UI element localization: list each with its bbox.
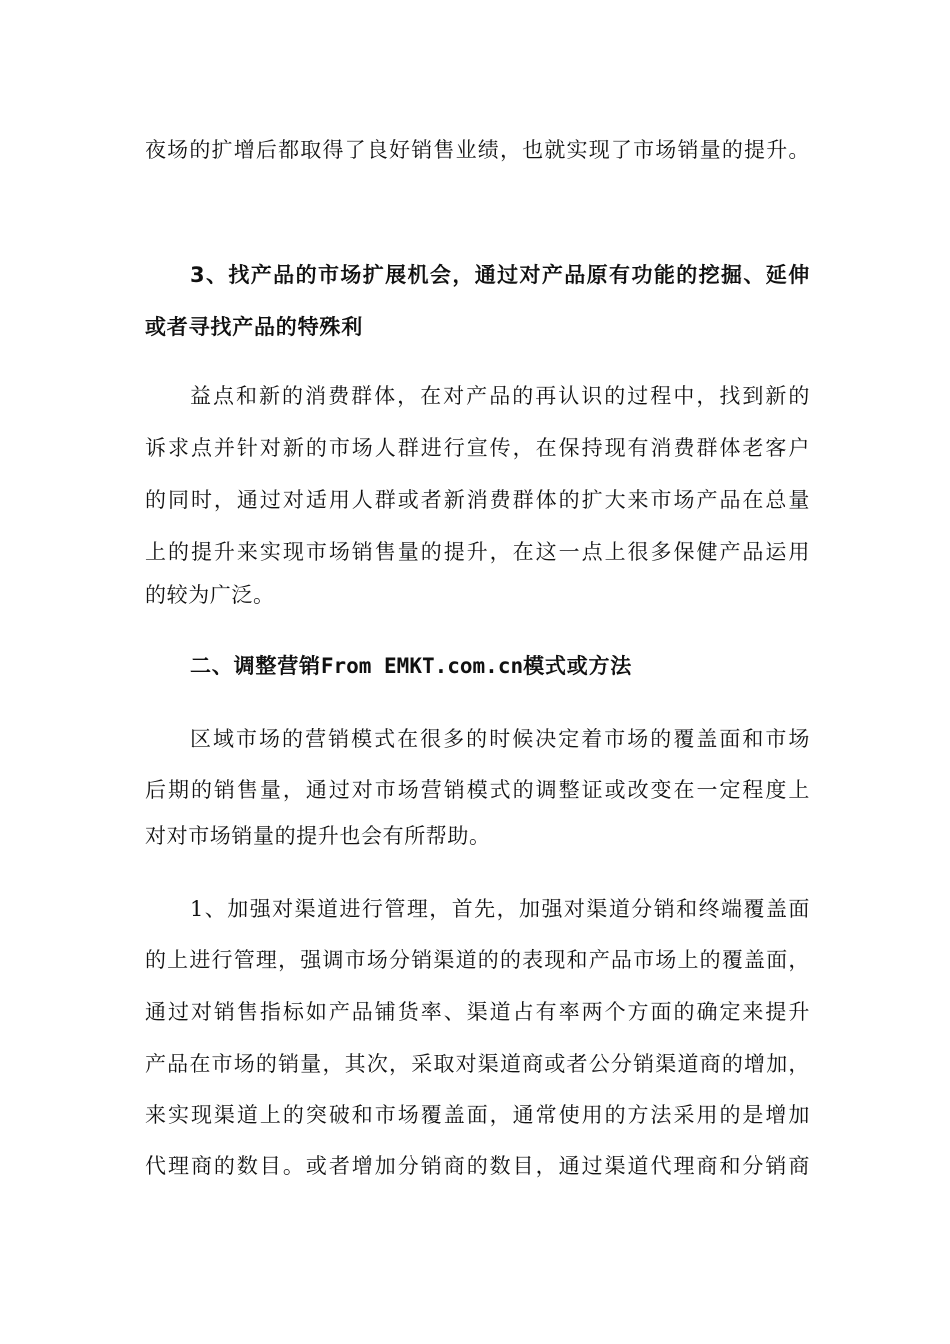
paragraph-line: 通过对销售指标如产品铺货率、渠道占有率两个方面的确定来提升	[145, 1000, 810, 1024]
paragraph-line: 诉求点并针对新的市场人群进行宣传，在保持现有消费群体老客户	[145, 436, 810, 460]
chapter-heading-suffix: 模式或方法	[523, 654, 633, 678]
chapter-heading-latin: From EMKT.com.cn	[320, 654, 524, 678]
paragraph-line: 对对市场销量的提升也会有所帮助。	[145, 824, 491, 848]
paragraph-line: 产品在市场的销量，其次，采取对渠道商或者公分销渠道商的增加，	[145, 1052, 810, 1076]
paragraph-line: 代理商的数目。或者增加分销商的数目，通过渠道代理商和分销商	[145, 1154, 810, 1178]
paragraph-line: 来实现渠道上的突破和市场覆盖面，通常使用的方法采用的是增加	[145, 1103, 810, 1127]
paragraph-line: 的较为广泛。	[145, 583, 275, 607]
paragraph-line: 的同时，通过对适用人群或者新消费群体的扩大来市场产品在总量	[145, 488, 810, 512]
paragraph-line: 益点和新的消费群体，在对产品的再认识的过程中，找到新的	[190, 384, 810, 408]
chapter-heading-prefix: 二、调整营销	[190, 654, 321, 678]
chapter-heading	[190, 651, 810, 681]
paragraph-line: 夜场的扩增后都取得了良好销售业绩，也就实现了市场销量的提升。	[145, 138, 810, 162]
paragraph-line: 1、加强对渠道进行管理，首先，加强对渠道分销和终端覆盖面	[190, 897, 810, 921]
section-heading-line: 3、找产品的市场扩展机会，通过对产品原有功能的挖掘、延伸	[190, 263, 810, 287]
paragraph-line: 上的提升来实现市场销售量的提升，在这一点上很多保健产品运用	[145, 540, 810, 564]
paragraph-line: 后期的销售量，通过对市场营销模式的调整证或改变在一定程度上	[145, 778, 810, 802]
paragraph-line: 区域市场的营销模式在很多的时候决定着市场的覆盖面和市场	[190, 727, 810, 751]
paragraph-line: 的上进行管理，强调市场分销渠道的的表现和产品市场上的覆盖面，	[145, 948, 810, 972]
section-heading-line: 或者寻找产品的特殊利	[145, 315, 363, 339]
